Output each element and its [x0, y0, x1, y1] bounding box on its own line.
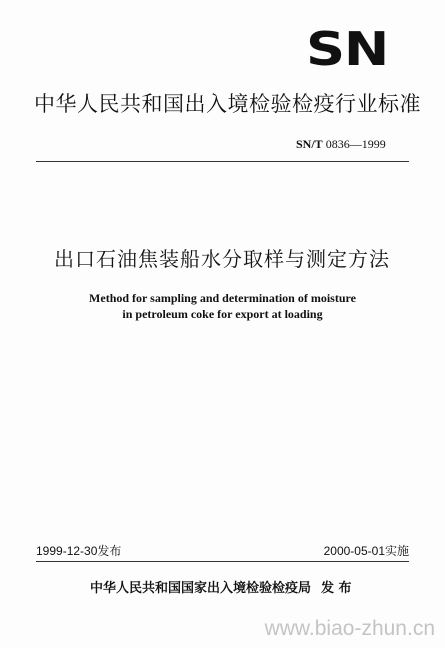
standard-number-value: 0836—1999	[325, 137, 386, 151]
top-divider	[36, 161, 409, 162]
standard-number	[296, 137, 386, 151]
standard-code: SN/T	[296, 137, 323, 151]
chinese-title: 出口石油焦装船水分取样与测定方法	[54, 247, 390, 271]
sn-logo: SN	[306, 22, 389, 76]
publisher-line	[90, 581, 352, 597]
publisher-action: 发 布	[321, 581, 352, 596]
english-title-line-2: in petroleum coke for export at loading	[122, 307, 323, 321]
english-title-line-1: Method for sampling and determination of moisture	[89, 291, 356, 305]
organization-title: 中华人民共和国出入境检验检疫行业标准	[34, 92, 421, 116]
english-title	[40, 290, 405, 322]
issue-date: 1999-12-30发布	[36, 544, 122, 558]
watermark: www.biao-zhun.cn	[264, 617, 435, 640]
publisher-name: 中华人民共和国国家出入境检验检疫局	[90, 581, 312, 596]
bottom-divider	[36, 561, 409, 562]
implementation-date: 2000-05-01实施	[323, 544, 409, 558]
